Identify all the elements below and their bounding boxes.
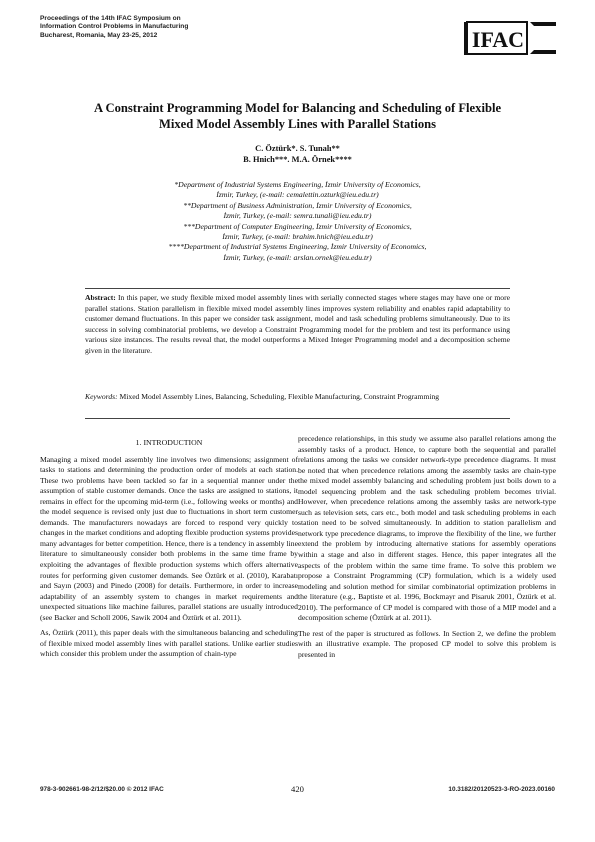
affiliation-line: ***Department of Computer Engineering, İzmir University of Economics, bbox=[183, 221, 412, 231]
right-column bbox=[298, 434, 556, 665]
title-line-1: A Constraint Programming Model for Balancing and Scheduling of Flexible bbox=[93, 101, 502, 115]
section-heading: 1. INTRODUCTION bbox=[135, 438, 203, 447]
affiliation-line: İzmir, Turkey, (e-mail: brahim.hnich@ieu.edu.tr) bbox=[222, 232, 373, 242]
body-paragraph: Managing a mixed model assembly line involves two dimensions; assignment of tasks to stations and determining the production order of models at each station. These two problems have been tackled so far in a sequential manner under the assumption of stable customer demands. Once the tasks are assigned to stations, it remains in effect for the upcoming mid-term (i.e., following weeks or months) and the model sequence is revised only just due to fluctuations in short term customer demands. The manufacturers nowadays are forced to respond very quickly to changes in the market conditions and adopting flexible production systems provides many advantages for better competition. Hence, there is a tendency in assembly line literature to simultaneously consider both problems in the same time frame by exploiting the advantages of flexible production systems which offers alternative routes for performing given customer demands. See Öztürk et al. (2010), Karabatı and Sayın (2003) and Pinedo (2008) for details. Furthermore, in order to increase adaptability of an assembly system to changes in market requirements and unexpected situations like machine failures, parallel stations are usually introduced (see Backer and Scholl 2006, Sawik 2004 and Öztürk et al. 2011). bbox=[40, 454, 298, 622]
footer-isbn: 978-3-902661-98-2/12/$20.00 © 2012 IFAC bbox=[40, 786, 164, 793]
ifac-logo bbox=[464, 18, 558, 60]
affiliation-line: İzmir, Turkey, (e-mail: semra.tunali@ieu.edu.tr) bbox=[223, 211, 372, 221]
affiliation-line: *Department of Industrial Systems Engineering, İzmir University of Economics, bbox=[174, 180, 421, 189]
abstract bbox=[85, 293, 510, 356]
keywords bbox=[85, 392, 510, 403]
abstract-label: Abstract: bbox=[85, 293, 116, 302]
abstract-text: In this paper, we study flexible mixed model assembly lines with serially connected stages where stages may have one or more parallel stations. Station parallelism in flexible mixed model assembly lines improves system reliability and enables rapid adaptability to customer demand fluctuations. In this paper we consider task assignment, model and task scheduling problems simultaneously. Due to its success in solving combinatorial problems, we develop a Constraint Programming model for the problem and test its performance using various size instances. The results reveal that, the model outperforms a Mixed Integer Programming model and a decomposition scheme given in the literature. bbox=[85, 293, 510, 355]
keywords-text: Mixed Model Assembly Lines, Balancing, Scheduling, Flexible Manufacturing, Constraint Programming bbox=[119, 392, 440, 401]
proceedings-line-2: Information Control Problems in Manufacturing bbox=[40, 23, 189, 31]
abstract-top-rule bbox=[85, 288, 510, 289]
proceedings-line-3: Bucharest, Romania, May 23-25, 2012 bbox=[40, 31, 158, 39]
body-paragraph: The rest of the paper is structured as follows. In Section 2, we define the problem with an illustrative example. The proposed CP model to solve this problem is presented in bbox=[298, 628, 556, 659]
body-paragraph: precedence relationships, in this study we assume also parallel relations among the assembly tasks of a product. Hence, to capture both the sequential and parallel relations among the tasks we consider network-type precedence diagrams. It must be noted that when precedence relations among the assembly tasks are chain-type the mixed model assembly balancing and scheduling problem just boils down to a model sequencing problem and the task scheduling problem becomes trivial. However, when precedence relations among the assembly tasks are network-type such as television sets, cars etc., both model and task scheduling problems in each station need to be solved simultaneously. In addition to station parallelism and network type precedence diagrams, to improve the flexibility of the line, we further extend the problem by introducing alternative stations for assembly operations within a stage and also in different stages. Hence, this paper integrates all the aspects of the problem within the same time frame. To solve this problem we propose a Constraint Programming (CP) formulation, which is a widely used modeling and solution method for similar combinatorial optimization problems in the literature (e.g., Baptiste et al. 1996, Bockmayr and Pisaruk 2001, Öztürk et al. 2010). The performance of CP model is compared with those of a MIP model and a decomposition scheme (Öztürk at al. 2011). bbox=[298, 434, 556, 623]
abstract-bottom-rule bbox=[85, 418, 510, 419]
title-line-2: Mixed Model Assembly Lines with Parallel Stations bbox=[158, 117, 437, 131]
keywords-label: Keywords: bbox=[85, 392, 118, 401]
paper-title bbox=[40, 100, 555, 132]
left-column bbox=[40, 438, 298, 665]
footer-doi: 10.3182/20120523-3-RO-2023.00160 bbox=[448, 786, 555, 793]
affiliation-line: İzmir, Turkey, (e-mail: arslan.ornek@ieu.edu.tr) bbox=[223, 252, 372, 262]
affiliation-line: **Department of Business Administration, İzmir University of Economics, bbox=[183, 200, 412, 210]
proceedings-header bbox=[40, 15, 280, 40]
authors-line-1: C. Öztürk*. S. Tunalı** bbox=[255, 144, 340, 153]
proceedings-line-1: Proceedings of the 14th IFAC Symposium on bbox=[40, 15, 181, 22]
affiliation-line: ****Department of Industrial Systems Engineering, İzmir University of Economics, bbox=[168, 242, 427, 252]
author-list bbox=[40, 143, 555, 165]
authors-line-2: B. Hnich***. M.A. Örnek**** bbox=[243, 155, 352, 164]
page-number: 420 bbox=[291, 784, 304, 794]
ifac-logo-text: IFAC bbox=[471, 27, 525, 52]
affiliation-line: İzmir, Turkey, (e-mail: cemalettin.ozturk@ieu.edu.tr) bbox=[216, 190, 379, 200]
body-paragraph: As, Öztürk (2011), this paper deals with the simultaneous balancing and scheduling of flexible mixed model assembly lines with parallel stations. Unlike earlier studies which consider this problem under the assumption of chain-type bbox=[40, 628, 298, 659]
affiliations bbox=[40, 180, 555, 263]
